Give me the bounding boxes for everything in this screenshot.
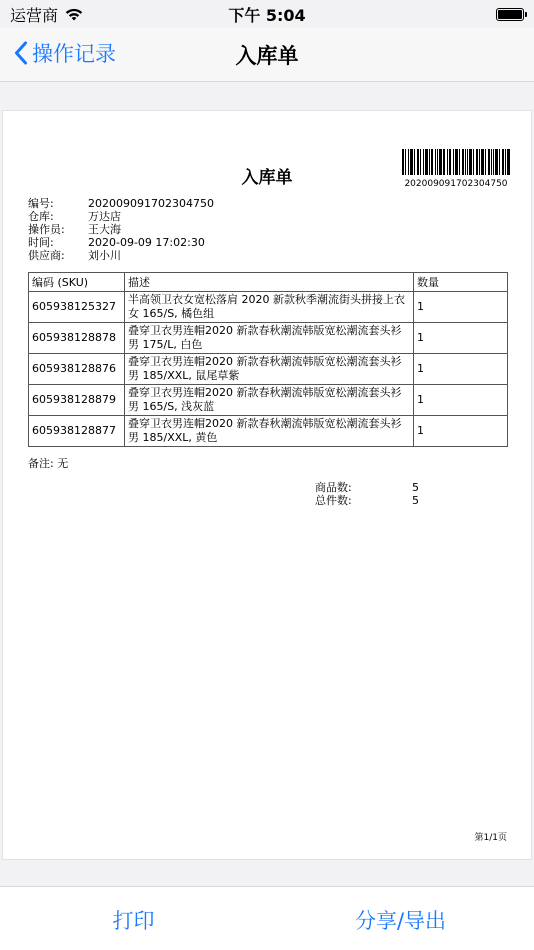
remark-text: 备注: 无 bbox=[28, 457, 69, 470]
column-header-sku: 编码 (SKU) bbox=[29, 273, 125, 292]
info-key: 编号: bbox=[28, 197, 54, 210]
summary-row bbox=[315, 481, 419, 494]
summary-value: 5 bbox=[412, 481, 419, 494]
page-title: 入库单 bbox=[235, 43, 299, 68]
table-row bbox=[29, 292, 508, 323]
cell-quantity: 1 bbox=[414, 416, 508, 447]
info-key: 仓库: bbox=[28, 210, 54, 223]
items-table bbox=[28, 272, 508, 447]
cell-sku: 605938128879 bbox=[29, 385, 125, 416]
info-value: 2020-09-09 17:02:30 bbox=[88, 236, 205, 249]
battery-icon bbox=[496, 8, 524, 21]
column-header-quantity: 数量 bbox=[414, 273, 508, 292]
cell-sku: 605938125327 bbox=[29, 292, 125, 323]
back-button[interactable] bbox=[14, 38, 116, 68]
info-row bbox=[28, 197, 214, 210]
info-key: 时间: bbox=[28, 236, 54, 249]
table-header-row bbox=[29, 273, 508, 292]
info-row bbox=[28, 210, 214, 223]
column-header-description: 描述 bbox=[125, 273, 414, 292]
summary-row bbox=[315, 494, 419, 507]
bottom-action-bar bbox=[0, 886, 534, 950]
summary bbox=[315, 481, 419, 507]
cell-description: 叠穿卫衣男连帽2020 新款春秋潮流韩版宽松潮流套头衫男 185/XXL, 鼠尾草紫 bbox=[125, 354, 414, 385]
cell-sku: 605938128877 bbox=[29, 416, 125, 447]
info-row bbox=[28, 236, 214, 249]
table-row bbox=[29, 416, 508, 447]
summary-key: 总件数: bbox=[315, 494, 352, 507]
info-value: 202009091702304750 bbox=[88, 197, 214, 210]
page-number: 第1/1页 bbox=[474, 833, 507, 843]
cell-quantity: 1 bbox=[414, 323, 508, 354]
table-row bbox=[29, 385, 508, 416]
document-preview-area[interactable] bbox=[0, 82, 534, 886]
info-key: 供应商: bbox=[28, 249, 65, 262]
cell-sku: 605938128878 bbox=[29, 323, 125, 354]
info-row bbox=[28, 223, 214, 236]
cell-quantity: 1 bbox=[414, 354, 508, 385]
table-row bbox=[29, 354, 508, 385]
summary-key: 商品数: bbox=[315, 481, 352, 494]
barcode-number: 202009091702304750 bbox=[404, 179, 508, 189]
carrier-label: 运营商 bbox=[10, 5, 59, 25]
print-button[interactable]: 打印 bbox=[112, 909, 155, 933]
cell-sku: 605938128876 bbox=[29, 354, 125, 385]
barcode-icon bbox=[402, 149, 510, 175]
document-page bbox=[2, 110, 532, 860]
chevron-left-icon bbox=[14, 41, 28, 65]
cell-description: 叠穿卫衣男连帽2020 新款春秋潮流韩版宽松潮流套头衫男 185/XXL, 黄色 bbox=[125, 416, 414, 447]
cell-description: 叠穿卫衣男连帽2020 新款春秋潮流韩版宽松潮流套头衫男 175/L, 白色 bbox=[125, 323, 414, 354]
status-time: 下午 5:04 bbox=[228, 5, 306, 25]
document-info bbox=[28, 197, 214, 262]
navigation-bar bbox=[0, 28, 534, 82]
info-row bbox=[28, 249, 214, 262]
info-value: 万达店 bbox=[88, 210, 121, 223]
summary-value: 5 bbox=[412, 494, 419, 507]
share-export-button[interactable]: 分享/导出 bbox=[354, 909, 447, 933]
info-key: 操作员: bbox=[28, 223, 65, 236]
cell-quantity: 1 bbox=[414, 385, 508, 416]
status-bar bbox=[0, 0, 534, 28]
battery-level bbox=[498, 10, 522, 19]
info-value: 刘小川 bbox=[88, 249, 121, 262]
cell-description: 叠穿卫衣男连帽2020 新款春秋潮流韩版宽松潮流套头衫男 165/S, 浅灰蓝 bbox=[125, 385, 414, 416]
cell-quantity: 1 bbox=[414, 292, 508, 323]
back-button-label: 操作记录 bbox=[32, 42, 116, 66]
info-value: 王大海 bbox=[88, 223, 121, 236]
document-title: 入库单 bbox=[241, 168, 293, 188]
cell-description: 半高领卫衣女宽松落肩 2020 新款秋季潮流街头拼接上衣女 165/S, 橘色组 bbox=[125, 292, 414, 323]
table-row bbox=[29, 323, 508, 354]
